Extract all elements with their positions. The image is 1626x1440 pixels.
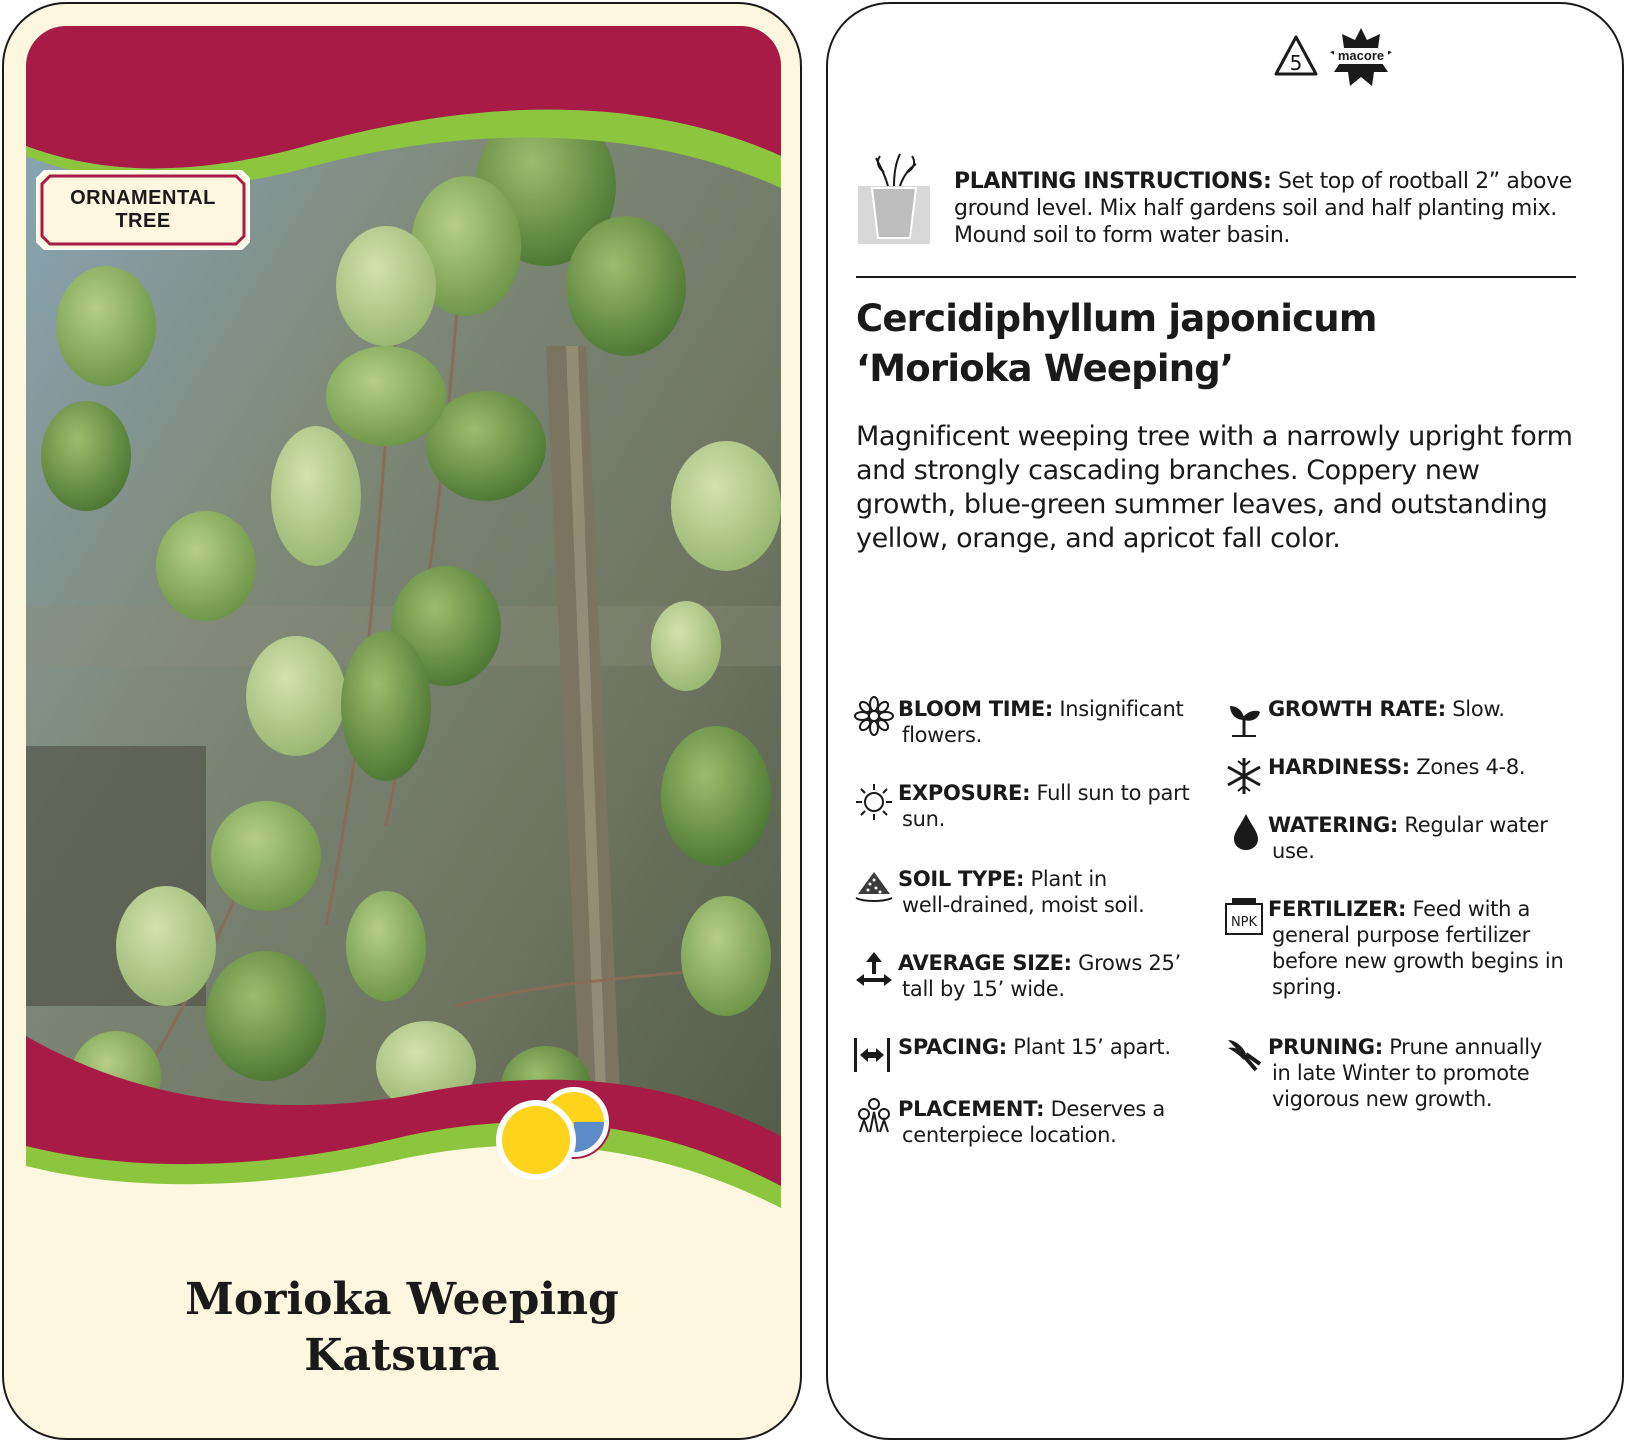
soil-icon <box>854 866 894 906</box>
npk-icon <box>1224 896 1264 936</box>
exposure-cont: sun. <box>902 807 946 831</box>
back-tag <box>826 2 1624 1440</box>
exposure-label: EXPOSURE: <box>898 781 1031 805</box>
npk-label: NPK <box>1230 915 1258 930</box>
snowflake-icon <box>1224 756 1264 796</box>
planting-icon <box>858 152 930 244</box>
soil-type-cont: well-drained, moist soil. <box>902 893 1145 917</box>
watering-label: WATERING: <box>1268 813 1399 837</box>
exposure-icons <box>494 1084 634 1184</box>
category-badge <box>36 170 250 250</box>
growth-rate-label: GROWTH RATE: <box>1268 697 1446 721</box>
planting-text: Set top of rootball 2” above ground level. Mix half gardens soil and half planting mix. Mound soil to form water basin. <box>954 169 1572 248</box>
pruning-text: Prune annually <box>1382 1035 1542 1059</box>
sun-icon <box>854 782 894 822</box>
pruning-label: PRUNING: <box>1268 1035 1383 1059</box>
recycle-number: 5 <box>1289 51 1303 75</box>
botanical-name-line1: Cercidiphyllum japonicum <box>856 297 1377 340</box>
placement-cont: centerpiece location. <box>902 1123 1117 1147</box>
average-size-cont: tall by 15’ wide. <box>902 977 1065 1001</box>
bloom-time-label: BLOOM TIME: <box>898 697 1054 721</box>
pruning <box>1268 1034 1598 1112</box>
spacing <box>898 1034 1218 1060</box>
water-drop-icon <box>1226 812 1266 852</box>
plant-description: Magnificent weeping tree with a narrowly upright form and strongly cascading branches. Coppery new growth, blue-green summer leaves, and outstanding yellow, orange, and apricot fall color. <box>856 421 1573 554</box>
exposure <box>898 780 1218 832</box>
placement <box>898 1096 1218 1148</box>
fertilizer-text: Feed with a <box>1406 897 1531 921</box>
bloom-time-cont: flowers. <box>902 723 983 747</box>
average-size-text: Grows 25’ <box>1071 951 1181 975</box>
common-name <box>4 1272 800 1384</box>
average-size-label: AVERAGE SIZE: <box>898 951 1072 975</box>
exposure-text: Full sun to part <box>1030 781 1190 805</box>
placement-text: Deserves a <box>1044 1097 1165 1121</box>
macore-text: macore <box>1337 48 1385 63</box>
flower-icon <box>854 696 894 736</box>
recycle-icon <box>1272 34 1320 80</box>
soil-type-text: Plant in <box>1024 867 1107 891</box>
average-size <box>898 950 1218 1002</box>
fertilizer <box>1268 896 1598 1000</box>
watering-text: Regular water <box>1398 813 1548 837</box>
growth-rate <box>1268 696 1598 722</box>
pruners-icon <box>1224 1034 1264 1074</box>
hardiness-label: HARDINESS: <box>1268 755 1410 779</box>
size-icon <box>854 950 894 990</box>
planting-instructions <box>954 168 1594 249</box>
bloom-time-text: Insignificant <box>1053 697 1184 721</box>
spacing-icon <box>852 1034 892 1074</box>
full-sun-icon <box>496 1100 576 1180</box>
fertilizer-cont: general purpose fertilizer before new growth begins in spring. <box>1272 923 1564 999</box>
badge-line2: TREE <box>115 210 171 232</box>
macore-logo <box>1328 26 1394 88</box>
growth-rate-text: Slow. <box>1445 697 1505 721</box>
botanical-name <box>856 294 1596 394</box>
planting-label: PLANTING INSTRUCTIONS: <box>954 169 1272 194</box>
pruning-cont: in late Winter to promote vigorous new growth. <box>1272 1061 1530 1111</box>
soil-type-label: SOIL TYPE: <box>898 867 1025 891</box>
placement-icon <box>854 1096 894 1136</box>
sprout-icon <box>1224 698 1264 738</box>
bloom-time <box>898 696 1218 748</box>
watering-cont: use. <box>1272 839 1315 863</box>
badge-line1: ORNAMENTAL <box>70 187 216 209</box>
common-name-line2: Katsura <box>304 1330 500 1381</box>
common-name-line1: Morioka Weeping <box>185 1274 619 1325</box>
spacing-label: SPACING: <box>898 1035 1007 1059</box>
hardiness-text: Zones 4-8. <box>1409 755 1526 779</box>
hardiness <box>1268 754 1598 780</box>
soil-type <box>898 866 1218 918</box>
placement-label: PLACEMENT: <box>898 1097 1045 1121</box>
watering <box>1268 812 1598 864</box>
fertilizer-label: FERTILIZER: <box>1268 897 1407 921</box>
botanical-name-line2: ‘Morioka Weeping’ <box>856 347 1234 390</box>
front-tag <box>2 2 802 1440</box>
divider <box>856 276 1576 278</box>
spacing-text: Plant 15’ apart. <box>1006 1035 1171 1059</box>
